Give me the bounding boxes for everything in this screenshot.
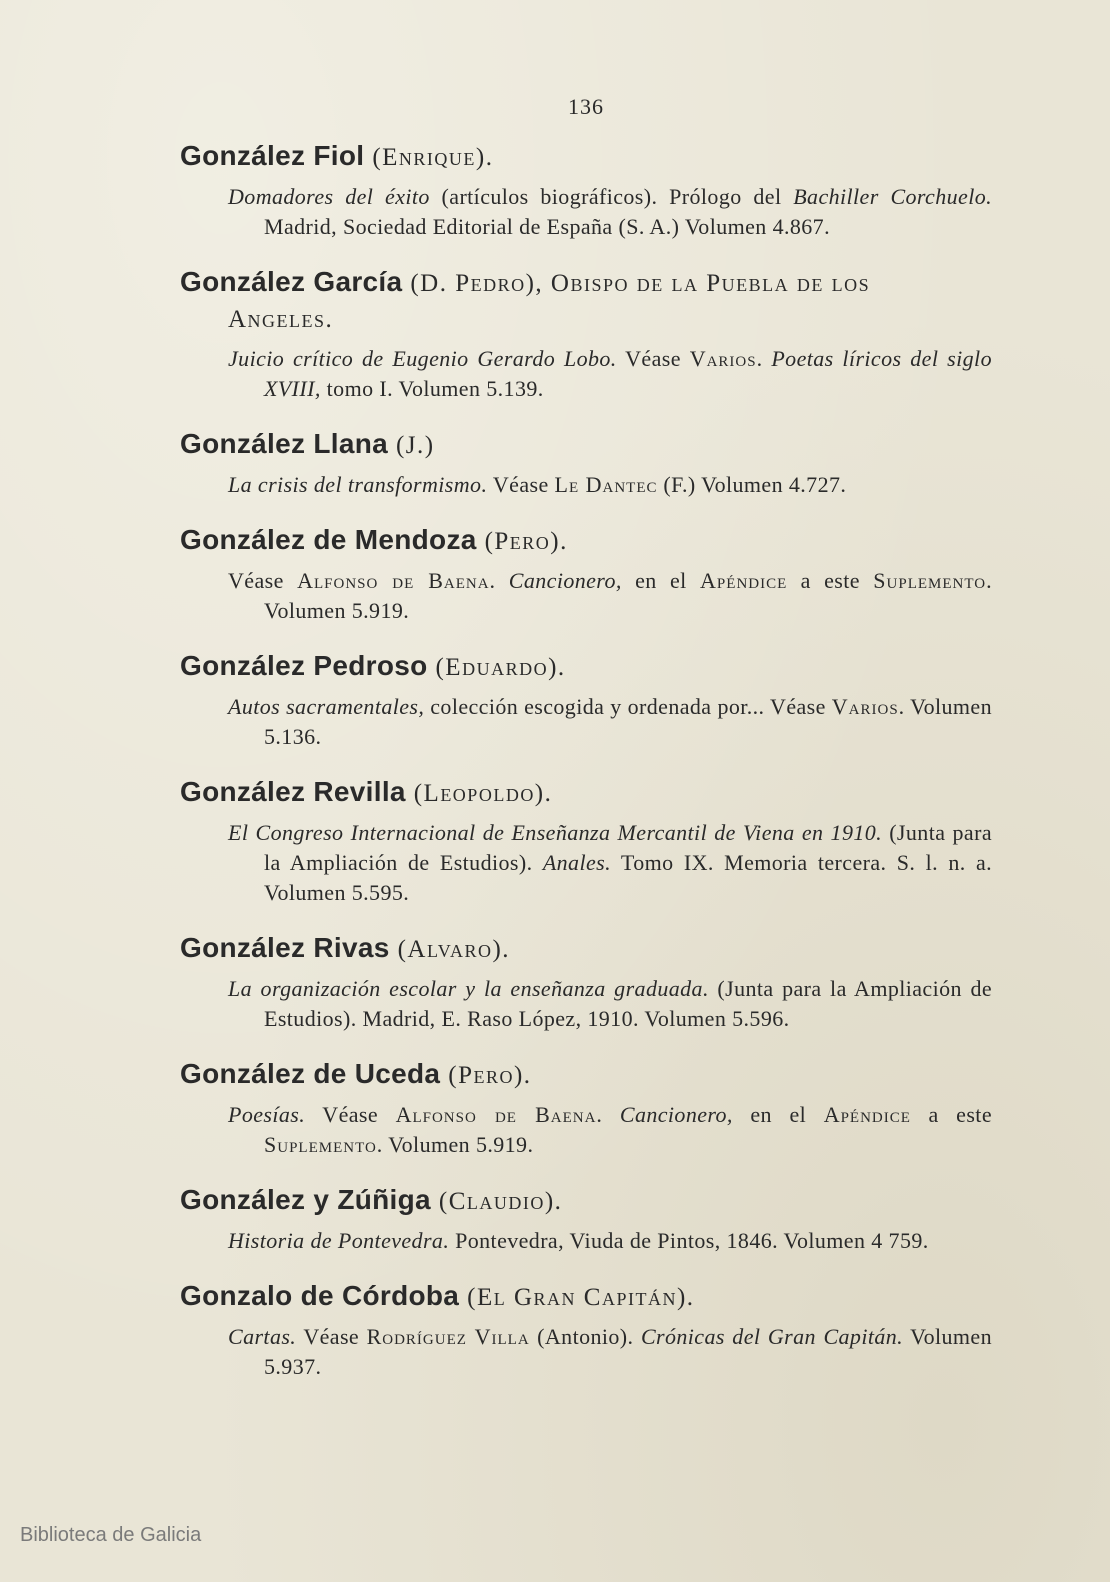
bibliography-entry: [180, 1056, 992, 1160]
cross-reference: Suplemento: [873, 568, 987, 593]
author-given-name: (J.): [395, 432, 435, 459]
cross-reference: Le Dantec: [554, 472, 658, 497]
italic-title: Autos sacramentales,: [228, 694, 425, 719]
description-text: Véase: [296, 1324, 367, 1349]
bibliography-entry: [180, 930, 992, 1034]
cross-reference: Alfonso de Baena: [297, 568, 490, 593]
entry-description: [180, 182, 992, 242]
description-text: Véase: [487, 472, 555, 497]
description-text: . Volumen 5.919.: [264, 568, 992, 623]
entry-description: [180, 1226, 992, 1256]
author-given-name: (Eduardo).: [435, 654, 566, 681]
bibliography-entry: [180, 648, 992, 752]
entry-description: [180, 692, 992, 752]
description-text: tomo I. Volumen 5.139.: [320, 376, 544, 401]
library-watermark: Biblioteca de Galicia: [20, 1524, 202, 1546]
bibliography-entries: [180, 138, 992, 1404]
cross-reference: Alfonso de Baena: [395, 1102, 597, 1127]
entry-heading: [180, 138, 992, 176]
entry-description: [180, 470, 992, 500]
entry-description: [180, 344, 992, 404]
author-given-name: (Alvaro).: [397, 936, 511, 963]
entry-heading: [180, 774, 992, 812]
cross-reference: Apéndice: [700, 568, 788, 593]
description-text: a este: [787, 568, 874, 593]
description-text: (Junta para la Ampliación de Estudios).: [264, 820, 992, 875]
description-text: .: [756, 346, 772, 371]
bibliography-entry: [180, 1182, 992, 1256]
entry-description: [180, 1322, 992, 1382]
description-text: colección escogida y ordenada por... Véase: [424, 694, 832, 719]
author-surname: González García: [180, 266, 403, 297]
italic-title: Cancionero,: [619, 1102, 733, 1127]
author-given-name: (D. Pedro), Obispo de la Puebla de los: [410, 270, 871, 297]
author-surname: González de Uceda: [180, 1058, 441, 1089]
description-text: . Volumen 5.136.: [264, 694, 992, 749]
author-surname: González y Zúñiga: [180, 1184, 431, 1215]
description-text: .: [489, 568, 509, 593]
italic-title: Historia de Pontevedra.: [228, 1228, 450, 1253]
italic-title: Anales.: [542, 850, 611, 875]
author-given-name: (Pero).: [484, 528, 568, 555]
italic-title: Domadores del éxito: [228, 184, 430, 209]
description-text: (Antonio).: [529, 1324, 641, 1349]
author-surname: González Fiol: [180, 140, 365, 171]
cross-reference: Varios: [689, 346, 757, 371]
author-given-name: (Pero).: [448, 1062, 532, 1089]
bibliography-entry: [180, 138, 992, 242]
cross-reference: Suplemento: [264, 1132, 377, 1157]
italic-title: Poesías.: [228, 1102, 306, 1127]
author-surname: González Pedroso: [180, 650, 428, 681]
cross-reference: Rodríguez Villa: [366, 1324, 530, 1349]
description-text: Pontevedra, Viuda de Pintos, 1846. Volumen 4 759.: [449, 1228, 929, 1253]
entry-heading: [180, 1278, 992, 1316]
description-text: (F.) Volumen 4.727.: [657, 472, 847, 497]
entry-heading: [180, 264, 992, 338]
italic-title: Poetas líricos del siglo XVIII,: [264, 346, 992, 401]
author-surname: Gonzalo de Córdoba: [180, 1280, 460, 1311]
italic-title: Cancionero,: [508, 568, 622, 593]
italic-title: La crisis del transformismo.: [228, 472, 488, 497]
bibliography-entry: [180, 264, 992, 404]
description-text: (Junta para la Ampliación de Estudios). Madrid, E. Raso López, 1910. Volumen 5.596.: [264, 976, 993, 1031]
page-number: 136: [568, 94, 604, 119]
author-surname: González Rivas: [180, 932, 390, 963]
cross-reference: Apéndice: [823, 1102, 911, 1127]
author-surname: González de Mendoza: [180, 524, 477, 555]
entry-heading: [180, 522, 992, 560]
author-given-name: (Enrique).: [372, 144, 494, 171]
author-surname: González Llana: [180, 428, 389, 459]
entry-heading: [180, 930, 992, 968]
description-text: Volumen 5.937.: [264, 1324, 992, 1379]
entry-heading: [180, 426, 992, 464]
italic-title: El Congreso Internacional de Enseñanza Mercantil de Viena en 1910.: [228, 820, 883, 845]
bibliography-entry: [180, 774, 992, 908]
entry-description: [180, 1100, 992, 1160]
author-given-name: (Leopoldo).: [413, 780, 553, 807]
description-text: en el: [732, 1102, 824, 1127]
entry-heading: [180, 1182, 992, 1220]
italic-title: Cartas.: [228, 1324, 297, 1349]
bibliography-entry: [180, 522, 992, 626]
description-text: .: [596, 1102, 620, 1127]
description-text: Véase: [616, 346, 690, 371]
bibliography-entry: [180, 1278, 992, 1382]
italic-title: Crónicas del Gran Capitán.: [640, 1324, 904, 1349]
entry-description: [180, 566, 992, 626]
description-text: Véase: [305, 1102, 396, 1127]
entry-heading: [180, 1056, 992, 1094]
entry-description: [180, 974, 992, 1034]
description-text: Tomo IX. Memoria tercera. S. l. n. a. Volumen 5.595.: [264, 850, 993, 905]
description-text: . Volumen 5.919.: [376, 1132, 534, 1157]
author-given-name-continued: Angeles.: [228, 306, 334, 333]
description-text: en el: [621, 568, 701, 593]
author-given-name: (El Gran Capitán).: [467, 1284, 695, 1311]
entry-heading: [180, 648, 992, 686]
italic-title: La organización escolar y la enseñanza graduada.: [228, 976, 709, 1001]
description-text: (artículos biográficos). Prólogo del: [429, 184, 794, 209]
description-text: a este: [910, 1102, 992, 1127]
bibliography-entry: [180, 426, 992, 500]
cross-reference: Varios: [831, 694, 899, 719]
italic-title: Bachiller Corchuelo.: [793, 184, 993, 209]
description-text: Véase: [228, 568, 298, 593]
description-text: Madrid, Sociedad Editorial de España (S. A.) Volumen 4.867.: [264, 214, 830, 239]
italic-title: Juicio crítico de Eugenio Gerardo Lobo.: [228, 346, 617, 371]
entry-description: [180, 818, 992, 908]
author-surname: González Revilla: [180, 776, 406, 807]
author-given-name: (Claudio).: [438, 1188, 563, 1215]
